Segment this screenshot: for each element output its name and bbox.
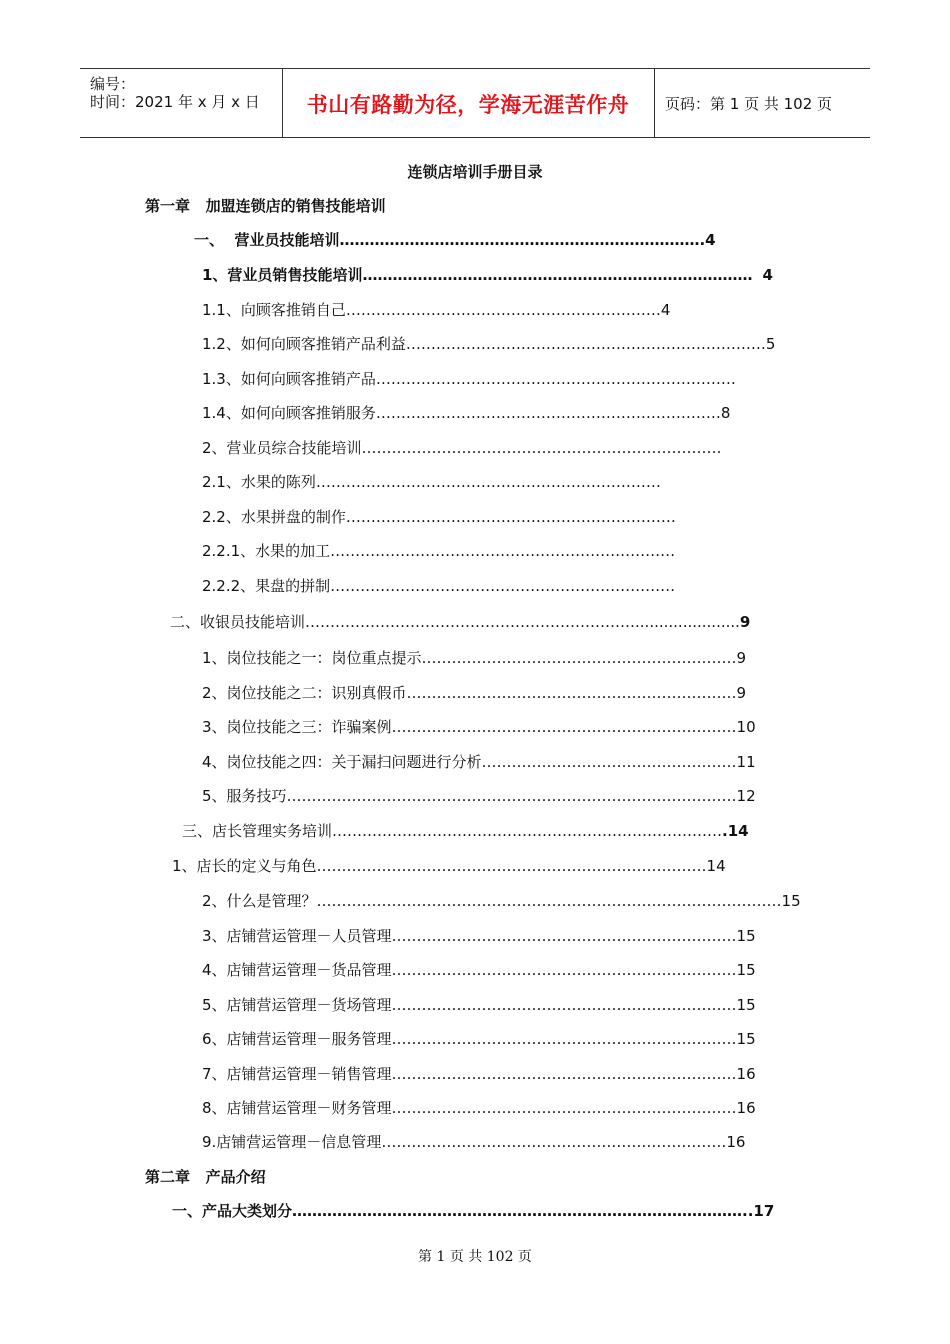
motto: 书山有路勤为径，学海无涯苦作舟 xyxy=(306,93,630,117)
toc-entry: 一、产品大类划分………………………………………………………………………………..17 xyxy=(172,1202,775,1220)
toc-entry: 一、 营业员技能培训……………………………………………………………….4 xyxy=(194,231,716,249)
toc-entry: 2.1、水果的陈列…………………………………………………………… xyxy=(202,473,661,491)
toc-entry: 三、店长管理实务培训…………………………………………………………………….14 xyxy=(182,822,749,840)
page-info: 页码：第 1 页 共 102 页 xyxy=(665,95,833,113)
toc-entry: 1.4、如何向顾客推销服务……………………………………………………………8 xyxy=(202,404,731,422)
toc-entry: 二、收银员技能培训…………………………………………………………......................9 xyxy=(170,613,751,631)
toc-entry: 2.2.2、果盘的拼制…………………………………………………………… xyxy=(202,577,676,595)
toc-entry: 4、岗位技能之四：关于漏扫问题进行分析……………………………………………11 xyxy=(202,753,756,771)
number-label: 编号： xyxy=(90,75,136,93)
toc-entry: 第二章 产品介绍 xyxy=(145,1168,266,1186)
toc-entry: 5、服务技巧………………………………………………………………………………12 xyxy=(202,787,756,805)
toc-entry: 4、店铺营运管理－货品管理……………………………………………………………15 xyxy=(202,961,756,979)
toc-entry: 1.3、如何向顾客推销产品……………………………………………………………… xyxy=(202,370,736,388)
toc-entry: 第一章 加盟连锁店的销售技能培训 xyxy=(145,197,386,215)
toc-entry: 2.2.1、水果的加工…………………………………………………………… xyxy=(202,542,676,560)
header-motto-cell xyxy=(282,69,655,137)
toc-entry: 1、店长的定义与角色……………………………………………………………………14 xyxy=(172,857,726,875)
toc-entry: 5、店铺营运管理－货场管理……………………………………………………………15 xyxy=(202,996,756,1014)
toc-entry: 8、店铺营运管理－财务管理……………………………………………………………16 xyxy=(202,1099,756,1117)
toc-entry: 2、岗位技能之二：识别真假币…………………………………………………………9 xyxy=(202,684,747,702)
toc-entry: 3、岗位技能之三：诈骗案例……………………………………………………………10 xyxy=(202,718,756,736)
toc-entry: 2.2、水果拼盘的制作………………………………………………………… xyxy=(202,508,676,526)
toc-entry: 3、店铺营运管理－人员管理……………………………………………………………15 xyxy=(202,927,756,945)
toc-entry: 1、岗位技能之一：岗位重点提示………………………………………………………9 xyxy=(202,649,747,667)
toc-entry: 7、店铺营运管理－销售管理……………………………………………………………16 xyxy=(202,1065,756,1083)
toc-entry: 1.2、如何向顾客推销产品利益………………………………………………………………5 xyxy=(202,335,776,353)
time-label: 时间：2021 年 x 月 x 日 xyxy=(90,93,260,111)
header-left-cell xyxy=(80,69,283,137)
page-footer: 第 1 页 共 102 页 xyxy=(418,1249,532,1265)
page-header xyxy=(80,68,870,138)
toc-entry: 1.1、向顾客推销自己………………………………………………………4 xyxy=(202,301,671,319)
toc-entry: 6、店铺营运管理－服务管理……………………………………………………………15 xyxy=(202,1030,756,1048)
header-right-cell xyxy=(655,69,870,137)
document-title: 连锁店培训手册目录 xyxy=(407,163,543,181)
toc-entry: 2、什么是管理？…………………………………………………………………………………15 xyxy=(202,892,801,910)
toc-entry: 1、营业员销售技能培训…………………………………………………………………… 4 xyxy=(202,266,773,284)
toc-entry: 9.店铺营运管理－信息管理……………………………………………………………16 xyxy=(202,1133,746,1151)
toc-entry: 2、营业员综合技能培训……………………………………………………………… xyxy=(202,439,722,457)
